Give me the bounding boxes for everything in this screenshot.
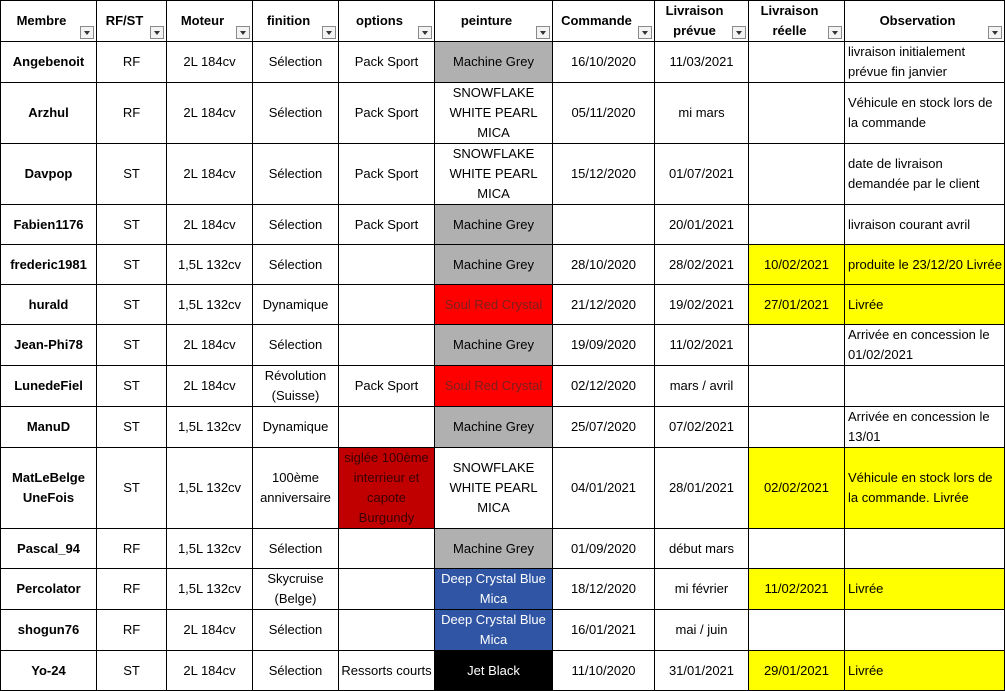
cell-livraison-reelle[interactable] (749, 610, 845, 651)
header-membre (1, 1, 97, 42)
cell-livraison-prevue[interactable]: 20/01/2021 (655, 205, 749, 245)
cell-options[interactable]: Pack Sport (339, 205, 435, 245)
cell-options[interactable] (339, 407, 435, 448)
cell-commande[interactable]: 16/10/2020 (553, 42, 655, 83)
cell-livraison-reelle[interactable]: 10/02/2021 (749, 245, 845, 285)
cell-options[interactable] (339, 610, 435, 651)
cell-livraison-reelle[interactable]: 02/02/2021 (749, 448, 845, 529)
cell-livraison-reelle[interactable] (749, 366, 845, 407)
cell-livraison-prevue[interactable]: 01/07/2021 (655, 144, 749, 205)
cell-finition[interactable]: Sélection (253, 529, 339, 569)
cell-membre[interactable]: LunedeFiel (1, 366, 97, 407)
cell-options[interactable] (339, 245, 435, 285)
cell-livraison-prevue[interactable]: 28/01/2021 (655, 448, 749, 529)
cell-moteur[interactable]: 2L 184cv (167, 42, 253, 83)
header-label: options (356, 13, 403, 28)
cell-rfst[interactable]: ST (97, 366, 167, 407)
table-row (1, 366, 1005, 407)
cell-observation[interactable]: Arrivée en concession le 13/01 (845, 407, 1005, 448)
cell-options[interactable]: Ressorts courts (339, 651, 435, 691)
cell-observation[interactable] (845, 610, 1005, 651)
table-row (1, 285, 1005, 325)
header-label: Commande (561, 13, 632, 28)
cell-livraison-reelle[interactable] (749, 144, 845, 205)
header-commande (553, 1, 655, 42)
cell-livraison-prevue[interactable]: 11/03/2021 (655, 42, 749, 83)
header-label: Membre (16, 13, 67, 28)
cell-rfst[interactable]: ST (97, 285, 167, 325)
table-row (1, 205, 1005, 245)
cell-livraison-reelle[interactable]: 11/02/2021 (749, 569, 845, 610)
filter-dropdown-icon[interactable] (732, 26, 746, 39)
cell-finition[interactable]: Dynamique (253, 285, 339, 325)
cell-livraison-reelle[interactable] (749, 205, 845, 245)
cell-finition[interactable]: Sélection (253, 245, 339, 285)
filter-dropdown-icon[interactable] (536, 26, 550, 39)
cell-options[interactable]: Pack Sport (339, 42, 435, 83)
cell-rfst[interactable]: RF (97, 610, 167, 651)
cell-finition[interactable]: Sélection (253, 325, 339, 366)
header-label: Livraison réelle (760, 3, 819, 38)
table-row (1, 83, 1005, 144)
header-label: Livraison prévue (665, 3, 724, 38)
cell-finition[interactable]: Sélection (253, 205, 339, 245)
cell-finition[interactable]: 100ème anniversaire (253, 448, 339, 529)
cell-livraison-prevue[interactable]: 28/02/2021 (655, 245, 749, 285)
cell-livraison-reelle[interactable] (749, 42, 845, 83)
cell-finition[interactable]: Sélection (253, 610, 339, 651)
cell-peinture[interactable]: SNOWFLAKE WHITE PEARL MICA (435, 448, 553, 529)
cell-commande[interactable]: 05/11/2020 (553, 83, 655, 144)
cell-options[interactable]: Pack Sport (339, 144, 435, 205)
cell-livraison-prevue[interactable]: 31/01/2021 (655, 651, 749, 691)
cell-finition[interactable]: Dynamique (253, 407, 339, 448)
cell-peinture[interactable]: Jet Black (435, 651, 553, 691)
cell-rfst[interactable]: ST (97, 325, 167, 366)
cell-commande[interactable] (553, 205, 655, 245)
filter-dropdown-icon[interactable] (322, 26, 336, 39)
cell-peinture[interactable]: Machine Grey (435, 325, 553, 366)
header-label: Observation (879, 13, 956, 28)
cell-finition[interactable]: Révolution (Suisse) (253, 366, 339, 407)
cell-observation[interactable]: Livrée (845, 285, 1005, 325)
cell-observation[interactable]: Livrée (845, 651, 1005, 691)
cell-peinture[interactable]: SNOWFLAKE WHITE PEARL MICA (435, 144, 553, 205)
header-label: Moteur (180, 13, 225, 28)
filter-dropdown-icon[interactable] (828, 26, 842, 39)
cell-livraison-prevue[interactable]: mi mars (655, 83, 749, 144)
table-body (1, 42, 1005, 691)
table-row (1, 407, 1005, 448)
cell-observation[interactable] (845, 529, 1005, 569)
cell-commande[interactable]: 28/10/2020 (553, 245, 655, 285)
cell-observation[interactable]: Livrée (845, 569, 1005, 610)
cell-commande[interactable]: 25/07/2020 (553, 407, 655, 448)
filter-dropdown-icon[interactable] (80, 26, 94, 39)
header-peinture (435, 1, 553, 42)
cell-peinture[interactable]: SNOWFLAKE WHITE PEARL MICA (435, 83, 553, 144)
table-row (1, 651, 1005, 691)
table-row (1, 42, 1005, 83)
cell-options[interactable] (339, 569, 435, 610)
cell-membre[interactable]: Yo-24 (1, 651, 97, 691)
cell-membre[interactable]: Pascal_94 (1, 529, 97, 569)
filter-dropdown-icon[interactable] (236, 26, 250, 39)
cell-moteur[interactable]: 2L 184cv (167, 610, 253, 651)
cell-membre[interactable]: MatLeBelge UneFois (1, 448, 97, 529)
table-row (1, 569, 1005, 610)
cell-commande[interactable]: 02/12/2020 (553, 366, 655, 407)
cell-options[interactable] (339, 529, 435, 569)
cell-livraison-prevue[interactable]: 11/02/2021 (655, 325, 749, 366)
cell-moteur[interactable]: 1,5L 132cv (167, 569, 253, 610)
table-row (1, 144, 1005, 205)
cell-rfst[interactable]: RF (97, 42, 167, 83)
filter-dropdown-icon[interactable] (418, 26, 432, 39)
header-row (1, 1, 1005, 42)
cell-rfst[interactable]: RF (97, 569, 167, 610)
table-row (1, 325, 1005, 366)
table-row (1, 448, 1005, 529)
cell-commande[interactable]: 19/09/2020 (553, 325, 655, 366)
cell-livraison-reelle[interactable] (749, 83, 845, 144)
cell-observation[interactable]: livraison courant avril (845, 205, 1005, 245)
header-label: finition (266, 13, 311, 28)
cell-options[interactable]: siglée 100ème interrieur et capote Burgundy (339, 448, 435, 529)
cell-membre[interactable]: Davpop (1, 144, 97, 205)
cell-moteur[interactable]: 2L 184cv (167, 651, 253, 691)
cell-commande[interactable]: 04/01/2021 (553, 448, 655, 529)
cell-observation[interactable]: Véhicule en stock lors de la commande (845, 83, 1005, 144)
header-finition (253, 1, 339, 42)
header-livraison-prevue (655, 1, 749, 42)
cell-peinture[interactable]: Machine Grey (435, 245, 553, 285)
cell-rfst[interactable]: ST (97, 144, 167, 205)
cell-rfst[interactable]: ST (97, 448, 167, 529)
cell-options[interactable] (339, 325, 435, 366)
header-moteur (167, 1, 253, 42)
header-options (339, 1, 435, 42)
table-row (1, 610, 1005, 651)
cell-moteur[interactable]: 1,5L 132cv (167, 407, 253, 448)
cell-moteur[interactable]: 1,5L 132cv (167, 529, 253, 569)
cell-livraison-prevue[interactable]: début mars (655, 529, 749, 569)
cell-peinture[interactable]: Machine Grey (435, 529, 553, 569)
cell-peinture[interactable]: Soul Red Crystal (435, 366, 553, 407)
cell-livraison-prevue[interactable]: 19/02/2021 (655, 285, 749, 325)
cell-finition[interactable]: Sélection (253, 83, 339, 144)
cell-finition[interactable]: Sélection (253, 144, 339, 205)
table-row (1, 245, 1005, 285)
header-rfst (97, 1, 167, 42)
filter-dropdown-icon[interactable] (150, 26, 164, 39)
cell-rfst[interactable]: ST (97, 245, 167, 285)
cell-commande[interactable]: 21/12/2020 (553, 285, 655, 325)
cell-rfst[interactable]: ST (97, 651, 167, 691)
cell-observation[interactable]: Véhicule en stock lors de la commande. Livrée (845, 448, 1005, 529)
cell-membre[interactable]: hurald (1, 285, 97, 325)
cell-observation[interactable]: livraison initialement prévue fin janvier (845, 42, 1005, 83)
cell-peinture[interactable]: Soul Red Crystal (435, 285, 553, 325)
cell-rfst[interactable]: ST (97, 407, 167, 448)
cell-finition[interactable]: Skycruise (Belge) (253, 569, 339, 610)
cell-moteur[interactable]: 1,5L 132cv (167, 285, 253, 325)
cell-finition[interactable]: Sélection (253, 651, 339, 691)
cell-moteur[interactable]: 2L 184cv (167, 205, 253, 245)
cell-rfst[interactable]: ST (97, 205, 167, 245)
cell-peinture[interactable]: Deep Crystal Blue Mica (435, 569, 553, 610)
cell-livraison-prevue[interactable]: mi février (655, 569, 749, 610)
cell-commande[interactable]: 15/12/2020 (553, 144, 655, 205)
cell-livraison-prevue[interactable]: 07/02/2021 (655, 407, 749, 448)
cell-options[interactable]: Pack Sport (339, 366, 435, 407)
cell-membre[interactable]: shogun76 (1, 610, 97, 651)
cell-membre[interactable]: Percolator (1, 569, 97, 610)
header-label: peinture (460, 13, 513, 28)
cell-moteur[interactable]: 2L 184cv (167, 83, 253, 144)
cell-moteur[interactable]: 2L 184cv (167, 366, 253, 407)
cell-livraison-reelle[interactable] (749, 407, 845, 448)
cell-options[interactable] (339, 285, 435, 325)
cell-membre[interactable]: Arzhul (1, 83, 97, 144)
cell-peinture[interactable]: Machine Grey (435, 42, 553, 83)
cell-observation[interactable]: date de livraison demandée par le client (845, 144, 1005, 205)
cell-livraison-prevue[interactable]: mars / avril (655, 366, 749, 407)
cell-finition[interactable]: Sélection (253, 42, 339, 83)
cell-observation[interactable] (845, 366, 1005, 407)
cell-rfst[interactable]: RF (97, 83, 167, 144)
cell-livraison-prevue[interactable]: mai / juin (655, 610, 749, 651)
cell-commande[interactable]: 01/09/2020 (553, 529, 655, 569)
cell-membre[interactable]: ManuD (1, 407, 97, 448)
cell-moteur[interactable]: 1,5L 132cv (167, 448, 253, 529)
cell-commande[interactable]: 11/10/2020 (553, 651, 655, 691)
cell-membre[interactable]: Fabien1176 (1, 205, 97, 245)
filter-dropdown-icon[interactable] (988, 26, 1002, 39)
cell-rfst[interactable]: RF (97, 529, 167, 569)
cell-livraison-reelle[interactable] (749, 529, 845, 569)
header-livraison-reelle (749, 1, 845, 42)
cell-peinture[interactable]: Machine Grey (435, 407, 553, 448)
cell-membre[interactable]: Jean-Phi78 (1, 325, 97, 366)
header-observation (845, 1, 1005, 42)
cell-livraison-reelle[interactable]: 29/01/2021 (749, 651, 845, 691)
header-label: RF/ST (105, 13, 144, 28)
cell-peinture[interactable]: Deep Crystal Blue Mica (435, 610, 553, 651)
cell-options[interactable]: Pack Sport (339, 83, 435, 144)
cell-livraison-reelle[interactable]: 27/01/2021 (749, 285, 845, 325)
cell-membre[interactable]: frederic1981 (1, 245, 97, 285)
cell-commande[interactable]: 16/01/2021 (553, 610, 655, 651)
cell-commande[interactable]: 18/12/2020 (553, 569, 655, 610)
filter-dropdown-icon[interactable] (638, 26, 652, 39)
table-row (1, 529, 1005, 569)
cell-moteur[interactable]: 2L 184cv (167, 325, 253, 366)
cell-membre[interactable]: Angebenoit (1, 42, 97, 83)
cell-observation[interactable]: Arrivée en concession le 01/02/2021 (845, 325, 1005, 366)
cell-livraison-reelle[interactable] (749, 325, 845, 366)
cell-moteur[interactable]: 2L 184cv (167, 144, 253, 205)
cell-peinture[interactable]: Machine Grey (435, 205, 553, 245)
cell-moteur[interactable]: 1,5L 132cv (167, 245, 253, 285)
cell-observation[interactable]: produite le 23/12/20 Livrée (845, 245, 1005, 285)
